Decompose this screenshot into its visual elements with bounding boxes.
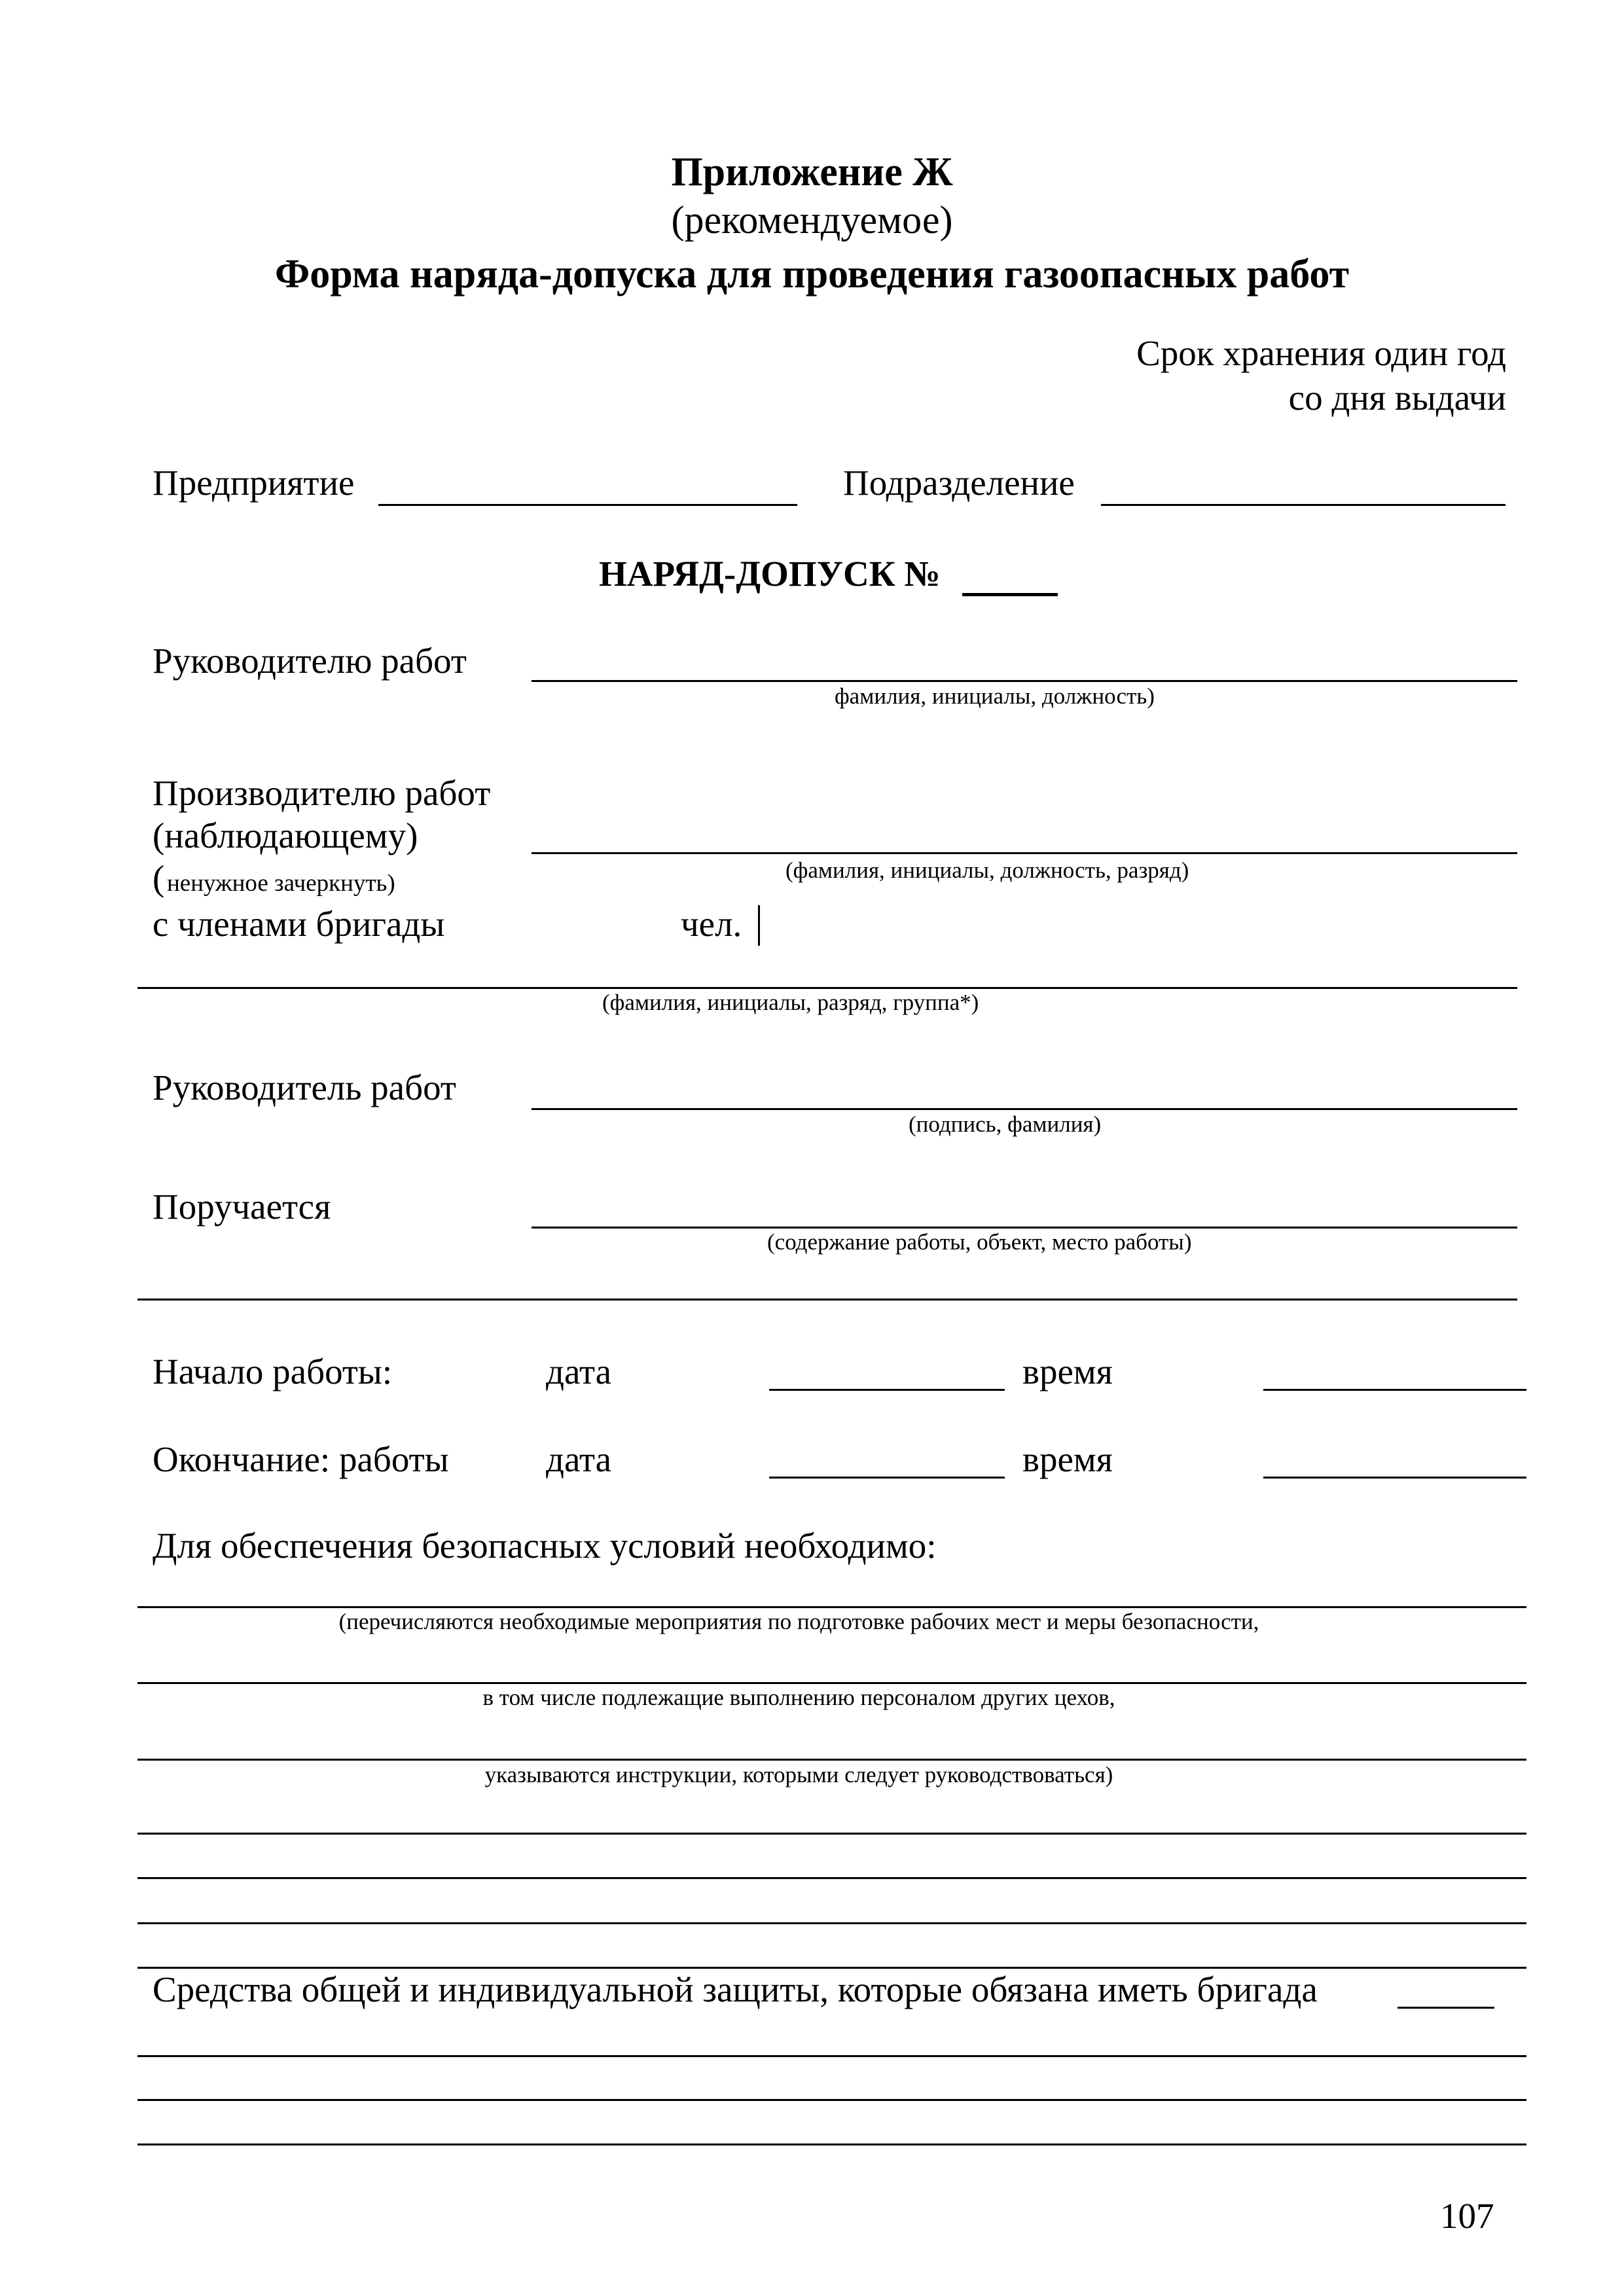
- strike-note: ненужное зачеркнуть): [167, 870, 395, 897]
- manager-signature-hint: (подпись, фамилия): [909, 1111, 1102, 1137]
- end-date-label: дата: [546, 1439, 612, 1479]
- permit-number-field[interactable]: [962, 593, 1058, 596]
- appendix-title: Приложение Ж: [671, 150, 953, 194]
- work-manager-label: Руководителю работ: [153, 641, 467, 681]
- start-date-label: дата: [546, 1352, 612, 1391]
- enterprise-label: Предприятие: [153, 463, 355, 503]
- safety-line-3[interactable]: [137, 1759, 1526, 1761]
- subdivision-label: Подразделение: [843, 463, 1075, 503]
- end-time-label: время: [1022, 1439, 1113, 1479]
- manager-signature-label: Руководитель работ: [153, 1067, 456, 1107]
- storage-line-1: Срок хранения один год: [1136, 333, 1506, 373]
- safety-line-6[interactable]: [137, 1922, 1526, 1924]
- protection-inline-field[interactable]: [1398, 2007, 1494, 2009]
- start-label: Начало работы:: [153, 1352, 393, 1391]
- safety-line-1[interactable]: [137, 1606, 1526, 1608]
- assignment-field-continued[interactable]: [137, 1299, 1517, 1300]
- strike-note-paren: (: [153, 858, 165, 898]
- protection-label: Средства общей и индивидуальной защиты, которые обязана иметь бригада: [153, 1969, 1318, 2009]
- end-date-field[interactable]: [769, 1477, 1005, 1479]
- storage-line-2: со дня выдачи: [1288, 378, 1506, 418]
- safety-label: Для обеспечения безопасных условий необходимо:: [153, 1526, 937, 1566]
- end-time-field[interactable]: [1263, 1477, 1526, 1479]
- crew-members-field[interactable]: [137, 987, 1517, 989]
- form-title: Форма наряда-допуска для проведения газоопасных работ: [274, 252, 1350, 296]
- crew-hint: (фамилия, инициалы, разряд, группа*): [602, 990, 979, 1015]
- appendix-recommended: (рекомендуемое): [671, 198, 953, 242]
- performer-label: Производителю работ: [153, 773, 491, 813]
- permit-title: НАРЯД-ДОПУСК №: [599, 554, 941, 594]
- page-number: 107: [1440, 2196, 1494, 2236]
- subdivision-field[interactable]: [1101, 504, 1506, 506]
- end-label: Окончание: работы: [153, 1439, 449, 1479]
- start-time-field[interactable]: [1263, 1389, 1526, 1391]
- protection-line-3[interactable]: [137, 2144, 1526, 2145]
- people-label: чел.: [681, 904, 742, 944]
- performer-hint: (фамилия, инициалы, должность, разряд): [785, 857, 1189, 883]
- safety-hint-1: (перечисляются необходимые мероприятия по подготовке рабочих мест и меры безопасности,: [338, 1609, 1259, 1634]
- work-manager-hint: фамилия, инициалы, должность): [835, 683, 1155, 709]
- work-manager-field[interactable]: [532, 680, 1517, 682]
- safety-line-5[interactable]: [137, 1877, 1526, 1879]
- performer-field[interactable]: [532, 852, 1517, 854]
- assignment-label: Поручается: [153, 1187, 331, 1227]
- observer-label: (наблюдающему): [153, 816, 418, 855]
- enterprise-field[interactable]: [378, 504, 797, 506]
- safety-hint-3: указываются инструкции, которыми следует руководствоваться): [484, 1762, 1113, 1787]
- start-date-field[interactable]: [769, 1389, 1005, 1391]
- safety-line-2[interactable]: [137, 1682, 1526, 1684]
- safety-hint-2: в том числе подлежащие выполнению персоналом других цехов,: [482, 1685, 1115, 1710]
- assignment-hint: (содержание работы, объект, место работы): [767, 1229, 1192, 1255]
- protection-line-2[interactable]: [137, 2099, 1526, 2101]
- safety-line-4[interactable]: [137, 1833, 1526, 1835]
- assignment-field[interactable]: [532, 1227, 1517, 1229]
- manager-signature-field[interactable]: [532, 1108, 1517, 1110]
- protection-line-1[interactable]: [137, 2055, 1526, 2057]
- start-time-label: время: [1022, 1352, 1113, 1391]
- crew-label: с членами бригады: [153, 904, 445, 944]
- people-count-separator: [758, 905, 760, 946]
